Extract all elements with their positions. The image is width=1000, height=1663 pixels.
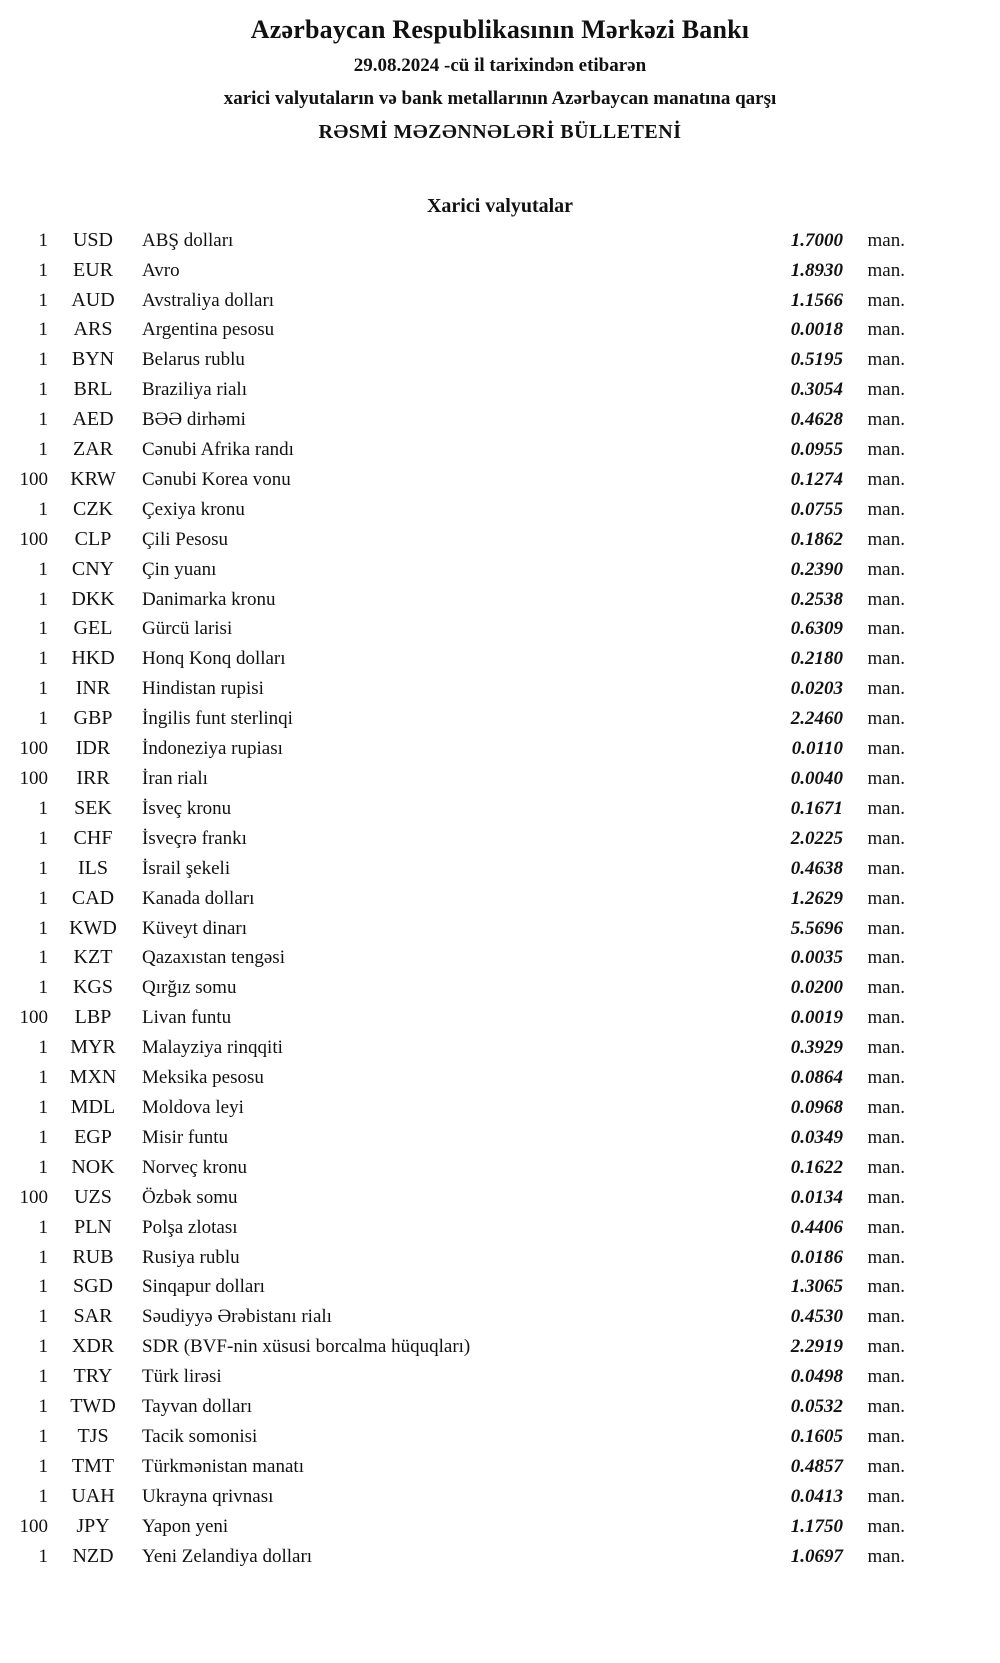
- currency-name: Yapon yeni: [142, 1515, 229, 1537]
- rate-value: 0.0186: [790, 1246, 843, 1268]
- currency-unit-label: man.: [867, 1216, 905, 1238]
- rate-value: 0.5195: [790, 349, 843, 371]
- currency-unit-label: man.: [867, 678, 905, 700]
- currency-name: Misir funtu: [142, 1126, 229, 1148]
- currency-unit-label: man.: [867, 797, 905, 819]
- rate-row: [0, 226, 1000, 256]
- rate-row: [0, 286, 1000, 316]
- currency-unit-label: man.: [867, 1037, 905, 1059]
- rate-quantity: 1: [38, 827, 48, 849]
- rate-value: 2.2460: [790, 708, 843, 730]
- currency-code: UZS: [74, 1185, 112, 1208]
- currency-name: Livan funtu: [142, 1007, 232, 1029]
- rate-value: 0.4857: [790, 1455, 843, 1477]
- currency-unit-label: man.: [867, 1096, 905, 1118]
- currency-name: Qazaxıstan tengəsi: [142, 947, 285, 969]
- rate-row: [0, 1063, 1000, 1093]
- currency-name: Kanada dolları: [142, 887, 255, 909]
- currency-name: Çin yuanı: [142, 558, 217, 580]
- rate-value: 0.2390: [790, 558, 843, 580]
- currency-unit-label: man.: [867, 349, 905, 371]
- rate-value: 0.6309: [790, 618, 843, 640]
- rate-quantity: 1: [38, 498, 48, 520]
- currency-unit-label: man.: [867, 439, 905, 461]
- currency-code: INR: [75, 677, 111, 700]
- rate-row: [0, 345, 1000, 375]
- rate-value: 0.0035: [790, 947, 843, 969]
- rate-quantity: 1: [38, 1126, 48, 1148]
- currency-name: SDR (BVF-nin xüsusi borcalma hüquqları): [142, 1336, 471, 1358]
- currency-name: İngilis funt sterlinqi: [142, 708, 293, 730]
- rate-quantity: 1: [38, 977, 48, 999]
- rate-value: 0.0040: [790, 768, 843, 789]
- currency-unit-label: man.: [867, 857, 905, 879]
- rate-quantity: 1: [38, 887, 48, 909]
- rate-row: [0, 1093, 1000, 1123]
- rate-row: [0, 884, 1000, 914]
- currency-name: Rusiya rublu: [142, 1246, 240, 1268]
- rate-row: [0, 495, 1000, 525]
- currency-code: XDR: [71, 1335, 115, 1358]
- currency-code: LBP: [74, 1006, 112, 1029]
- rate-quantity: 1: [38, 1366, 48, 1388]
- currency-name: BƏƏ dirhəmi: [142, 409, 246, 431]
- currency-code: KZT: [73, 946, 113, 969]
- currency-unit-label: man.: [867, 1545, 905, 1567]
- currency-name: Gürcü larisi: [142, 618, 233, 640]
- currency-code: ARS: [73, 318, 113, 341]
- currency-unit-label: man.: [867, 229, 905, 251]
- currency-code: KRW: [70, 467, 116, 490]
- currency-unit-label: man.: [867, 1336, 905, 1358]
- rate-row: [0, 973, 1000, 1003]
- rate-quantity: 1: [38, 349, 48, 371]
- rate-row: [0, 1452, 1000, 1482]
- currency-code: UAH: [71, 1484, 115, 1507]
- currency-name: Küveyt dinarı: [142, 917, 248, 939]
- currency-name: Tayvan dolları: [142, 1396, 252, 1418]
- currency-code: TMT: [71, 1454, 115, 1477]
- currency-code: SAR: [73, 1305, 113, 1328]
- currency-unit-label: man.: [867, 768, 905, 789]
- currency-unit-label: man.: [867, 618, 905, 640]
- currency-code: KGS: [72, 976, 113, 999]
- currency-code: IRR: [76, 767, 110, 789]
- rate-row: [0, 585, 1000, 615]
- rate-quantity: 1: [38, 1276, 48, 1298]
- currency-unit-label: man.: [867, 1186, 905, 1208]
- rate-row: [0, 644, 1000, 674]
- rate-value: 0.0349: [790, 1126, 843, 1148]
- rate-value: 0.0755: [790, 498, 843, 520]
- rate-quantity: 1: [38, 947, 48, 969]
- currency-code: CNY: [71, 557, 115, 580]
- rate-quantity: 1: [38, 1246, 48, 1268]
- rate-value: 0.1671: [790, 797, 843, 819]
- rate-row: [0, 614, 1000, 644]
- rate-row: [0, 704, 1000, 734]
- rate-quantity: 1: [38, 1306, 48, 1328]
- currency-code: GBP: [73, 707, 113, 730]
- subtitle-line: xarici valyutaların və bank metallarının Azərbaycan manatına qarşı: [223, 87, 777, 109]
- currency-name: Yeni Zelandiya dolları: [142, 1545, 313, 1567]
- currency-name: Qırğız somu: [142, 977, 237, 999]
- rate-quantity: 100: [19, 1007, 48, 1029]
- section-title-foreign-currencies: Xarici valyutalar: [426, 194, 574, 217]
- rate-value: 0.0134: [790, 1186, 843, 1208]
- rate-value: 1.2629: [790, 887, 843, 909]
- currency-unit-label: man.: [867, 1396, 905, 1418]
- currency-code: JPY: [76, 1514, 110, 1537]
- currency-unit-label: man.: [867, 648, 905, 670]
- rate-quantity: 1: [38, 1216, 48, 1238]
- rates-table: [0, 226, 1000, 1572]
- rate-quantity: 1: [38, 618, 48, 640]
- rate-value: 2.2919: [790, 1336, 843, 1358]
- currency-name: İsveç kronu: [142, 797, 232, 819]
- currency-name: Səudiyyə Ərəbistanı rialı: [142, 1306, 332, 1328]
- rate-row: [0, 674, 1000, 704]
- currency-name: Meksika pesosu: [142, 1067, 264, 1089]
- rate-value: 1.8930: [790, 259, 843, 281]
- currency-code: PLN: [74, 1215, 112, 1238]
- currency-code: EUR: [73, 258, 113, 281]
- currency-name: Avstraliya dolları: [142, 289, 275, 311]
- rate-row: [0, 764, 1000, 794]
- currency-name: Belarus rublu: [142, 349, 245, 371]
- rate-row: [0, 1272, 1000, 1302]
- rate-value: 0.0864: [790, 1067, 843, 1089]
- rate-quantity: 100: [19, 738, 48, 760]
- currency-unit-label: man.: [867, 738, 905, 760]
- rate-quantity: 1: [38, 558, 48, 580]
- rate-quantity: 100: [19, 768, 48, 789]
- rate-value: 0.2180: [790, 648, 843, 670]
- rate-quantity: 1: [38, 678, 48, 700]
- currency-name: İsveçrə frankı: [142, 827, 247, 849]
- currency-unit-label: man.: [867, 528, 905, 550]
- rate-row: [0, 824, 1000, 854]
- currency-unit-label: man.: [867, 1067, 905, 1089]
- rate-value: 1.3065: [790, 1276, 843, 1298]
- currency-code: HKD: [71, 647, 115, 670]
- currency-name: Honq Konq dolları: [142, 648, 286, 670]
- currency-code: USD: [72, 228, 113, 251]
- currency-unit-label: man.: [867, 917, 905, 939]
- rate-value: 0.4628: [790, 409, 843, 431]
- currency-code: MDL: [70, 1095, 116, 1118]
- rate-row: [0, 1302, 1000, 1332]
- rate-quantity: 1: [38, 1485, 48, 1507]
- rate-row: [0, 914, 1000, 944]
- currency-code: KWD: [69, 916, 117, 939]
- rate-quantity: 1: [38, 1156, 48, 1178]
- rate-value: 1.1566: [790, 289, 843, 311]
- rate-value: 1.7000: [790, 229, 843, 251]
- rate-value: 0.4530: [790, 1306, 843, 1328]
- currency-name: Avro: [142, 259, 180, 281]
- rate-quantity: 1: [38, 229, 48, 251]
- rate-quantity: 1: [38, 708, 48, 730]
- currency-code: GEL: [73, 617, 113, 640]
- rate-quantity: 1: [38, 259, 48, 281]
- rate-value: 0.0110: [791, 738, 843, 760]
- currency-code: MXN: [69, 1066, 117, 1089]
- rate-value: 0.0498: [790, 1366, 843, 1388]
- currency-name: Tacik somonisi: [142, 1425, 258, 1447]
- currency-unit-label: man.: [867, 409, 905, 431]
- currency-name: Türk lirəsi: [142, 1366, 222, 1388]
- currency-unit-label: man.: [867, 1276, 905, 1298]
- rate-quantity: 1: [38, 588, 48, 610]
- rate-row: [0, 1482, 1000, 1512]
- rate-quantity: 100: [19, 468, 48, 490]
- currency-unit-label: man.: [867, 977, 905, 999]
- currency-name: Moldova leyi: [142, 1096, 244, 1118]
- currency-code: ZAR: [73, 438, 113, 461]
- rate-value: 5.5696: [790, 917, 843, 939]
- currency-code: TWD: [70, 1395, 116, 1418]
- currency-code: CHF: [73, 826, 113, 849]
- rate-row: [0, 1213, 1000, 1243]
- currency-unit-label: man.: [867, 1156, 905, 1178]
- rate-value: 0.0019: [790, 1007, 843, 1029]
- rate-quantity: 1: [38, 797, 48, 819]
- rate-quantity: 100: [19, 1186, 48, 1208]
- currency-name: Cənubi Korea vonu: [142, 468, 291, 490]
- rate-quantity: 1: [38, 439, 48, 461]
- currency-name: Çili Pesosu: [142, 528, 229, 550]
- rate-quantity: 1: [38, 917, 48, 939]
- rate-row: [0, 435, 1000, 465]
- currency-name: Çexiya kronu: [142, 498, 245, 520]
- currency-name: Cənubi Afrika randı: [142, 439, 294, 461]
- rate-value: 1.0697: [790, 1545, 843, 1567]
- rate-quantity: 1: [38, 1336, 48, 1358]
- currency-name: Sinqapur dolları: [142, 1276, 265, 1298]
- currency-unit-label: man.: [867, 827, 905, 849]
- rate-row: [0, 1243, 1000, 1273]
- rate-value: 1.1750: [790, 1515, 843, 1537]
- rate-row: [0, 794, 1000, 824]
- rate-value: 0.0413: [790, 1485, 843, 1507]
- currency-name: Braziliya rialı: [142, 379, 247, 401]
- currency-code: RUB: [72, 1245, 114, 1268]
- currency-unit-label: man.: [867, 1126, 905, 1148]
- currency-unit-label: man.: [867, 708, 905, 730]
- rate-value: 0.0200: [790, 977, 843, 999]
- currency-code: EGP: [74, 1125, 112, 1148]
- rate-row: [0, 1003, 1000, 1033]
- rate-row: [0, 943, 1000, 973]
- currency-name: Hindistan rupisi: [142, 678, 264, 700]
- currency-unit-label: man.: [867, 1515, 905, 1537]
- currency-unit-label: man.: [867, 1455, 905, 1477]
- rate-value: 0.3054: [790, 379, 843, 401]
- currency-unit-label: man.: [867, 1425, 905, 1447]
- rate-value: 0.2538: [790, 588, 843, 610]
- currency-code: MYR: [70, 1036, 116, 1059]
- rate-row: [0, 1183, 1000, 1213]
- currency-code: NOK: [71, 1155, 115, 1178]
- currency-code: SEK: [74, 796, 112, 819]
- rate-quantity: 1: [38, 1396, 48, 1418]
- rate-value: 0.0955: [790, 439, 843, 461]
- rate-row: [0, 1392, 1000, 1422]
- currency-code: SGD: [72, 1275, 113, 1298]
- rate-value: 0.1605: [790, 1425, 843, 1447]
- currency-unit-label: man.: [867, 947, 905, 969]
- currency-name: ABŞ dolları: [142, 229, 234, 251]
- rate-row: [0, 1123, 1000, 1153]
- rate-row: [0, 555, 1000, 585]
- rate-quantity: 1: [38, 319, 48, 341]
- currency-unit-label: man.: [867, 498, 905, 520]
- rate-quantity: 1: [38, 1455, 48, 1477]
- currency-unit-label: man.: [867, 1306, 905, 1328]
- rate-quantity: 100: [19, 1515, 48, 1537]
- rate-value: 0.0203: [790, 678, 843, 700]
- currency-code: ILS: [78, 856, 108, 879]
- currency-code: TRY: [73, 1365, 113, 1388]
- currency-unit-label: man.: [867, 379, 905, 401]
- rate-value: 0.0968: [790, 1096, 843, 1118]
- rate-row: [0, 405, 1000, 435]
- rate-row: [0, 1033, 1000, 1063]
- bulletin-title-line: RƏSMİ MƏZƏNNƏLƏRİ BÜLLETENİ: [318, 120, 682, 143]
- rate-value: 2.0225: [790, 827, 843, 849]
- effective-date-line: 29.08.2024 -cü il tarixindən etibarən: [353, 55, 647, 77]
- rate-quantity: 1: [38, 289, 48, 311]
- currency-name: Türkmənistan manatı: [142, 1455, 304, 1477]
- currency-code: CLP: [74, 527, 112, 550]
- rate-value: 0.3929: [790, 1037, 843, 1059]
- currency-unit-label: man.: [867, 289, 905, 311]
- rate-quantity: 1: [38, 409, 48, 431]
- currency-name: Malayziya rinqqiti: [142, 1037, 283, 1059]
- rate-row: [0, 854, 1000, 884]
- rate-row: [0, 1153, 1000, 1183]
- currency-code: CZK: [73, 497, 113, 520]
- currency-unit-label: man.: [867, 468, 905, 490]
- currency-unit-label: man.: [867, 319, 905, 341]
- rate-value: 0.4638: [790, 857, 843, 879]
- currency-name: İran rialı: [142, 768, 208, 789]
- rate-row: [0, 525, 1000, 555]
- currency-code: BYN: [71, 348, 115, 371]
- currency-code: NZD: [72, 1544, 114, 1567]
- rate-row: [0, 734, 1000, 764]
- rate-quantity: 1: [38, 1037, 48, 1059]
- rate-row: [0, 256, 1000, 286]
- currency-code: AUD: [71, 288, 115, 311]
- rate-value: 0.1622: [790, 1156, 843, 1178]
- currency-name: Argentina pesosu: [142, 319, 275, 341]
- rate-quantity: 1: [38, 1096, 48, 1118]
- rate-value: 0.0532: [790, 1396, 843, 1418]
- currency-unit-label: man.: [867, 1366, 905, 1388]
- currency-unit-label: man.: [867, 558, 905, 580]
- currency-code: DKK: [71, 587, 115, 610]
- rate-row: [0, 1422, 1000, 1452]
- page-title: Azərbaycan Respublikasının Mərkəzi Bankı: [250, 15, 750, 44]
- currency-name: İndoneziya rupiası: [142, 738, 283, 760]
- currency-name: Özbək somu: [142, 1186, 238, 1208]
- rate-quantity: 1: [38, 857, 48, 879]
- rate-row: [0, 375, 1000, 405]
- rate-row: [0, 1512, 1000, 1542]
- rate-quantity: 1: [38, 1425, 48, 1447]
- rate-row: [0, 465, 1000, 495]
- rate-quantity: 1: [38, 379, 48, 401]
- currency-unit-label: man.: [867, 588, 905, 610]
- rate-quantity: 1: [38, 648, 48, 670]
- currency-name: Norveç kronu: [142, 1156, 247, 1178]
- currency-code: AED: [72, 408, 114, 431]
- rate-value: 0.1274: [790, 468, 843, 490]
- currency-name: Ukrayna qrivnası: [142, 1485, 274, 1507]
- currency-unit-label: man.: [867, 1246, 905, 1268]
- currency-code: CAD: [71, 886, 115, 909]
- currency-unit-label: man.: [867, 1007, 905, 1029]
- rate-quantity: 1: [38, 1545, 48, 1567]
- currency-name: İsrail şekeli: [142, 857, 231, 879]
- rate-value: 0.4406: [790, 1216, 843, 1238]
- rate-row: [0, 315, 1000, 345]
- rate-value: 0.1862: [790, 528, 843, 550]
- currency-unit-label: man.: [867, 1485, 905, 1507]
- rate-quantity: 100: [19, 528, 48, 550]
- currency-code: BRL: [73, 378, 113, 401]
- rate-row: [0, 1362, 1000, 1392]
- currency-unit-label: man.: [867, 259, 905, 281]
- currency-name: Danimarka kronu: [142, 588, 276, 610]
- rate-quantity: 1: [38, 1067, 48, 1089]
- currency-code: TJS: [77, 1424, 109, 1447]
- currency-unit-label: man.: [867, 887, 905, 909]
- currency-name: Polşa zlotası: [142, 1216, 238, 1238]
- rate-row: [0, 1542, 1000, 1572]
- currency-code: IDR: [75, 737, 111, 760]
- rate-row: [0, 1332, 1000, 1362]
- rate-value: 0.0018: [790, 319, 843, 341]
